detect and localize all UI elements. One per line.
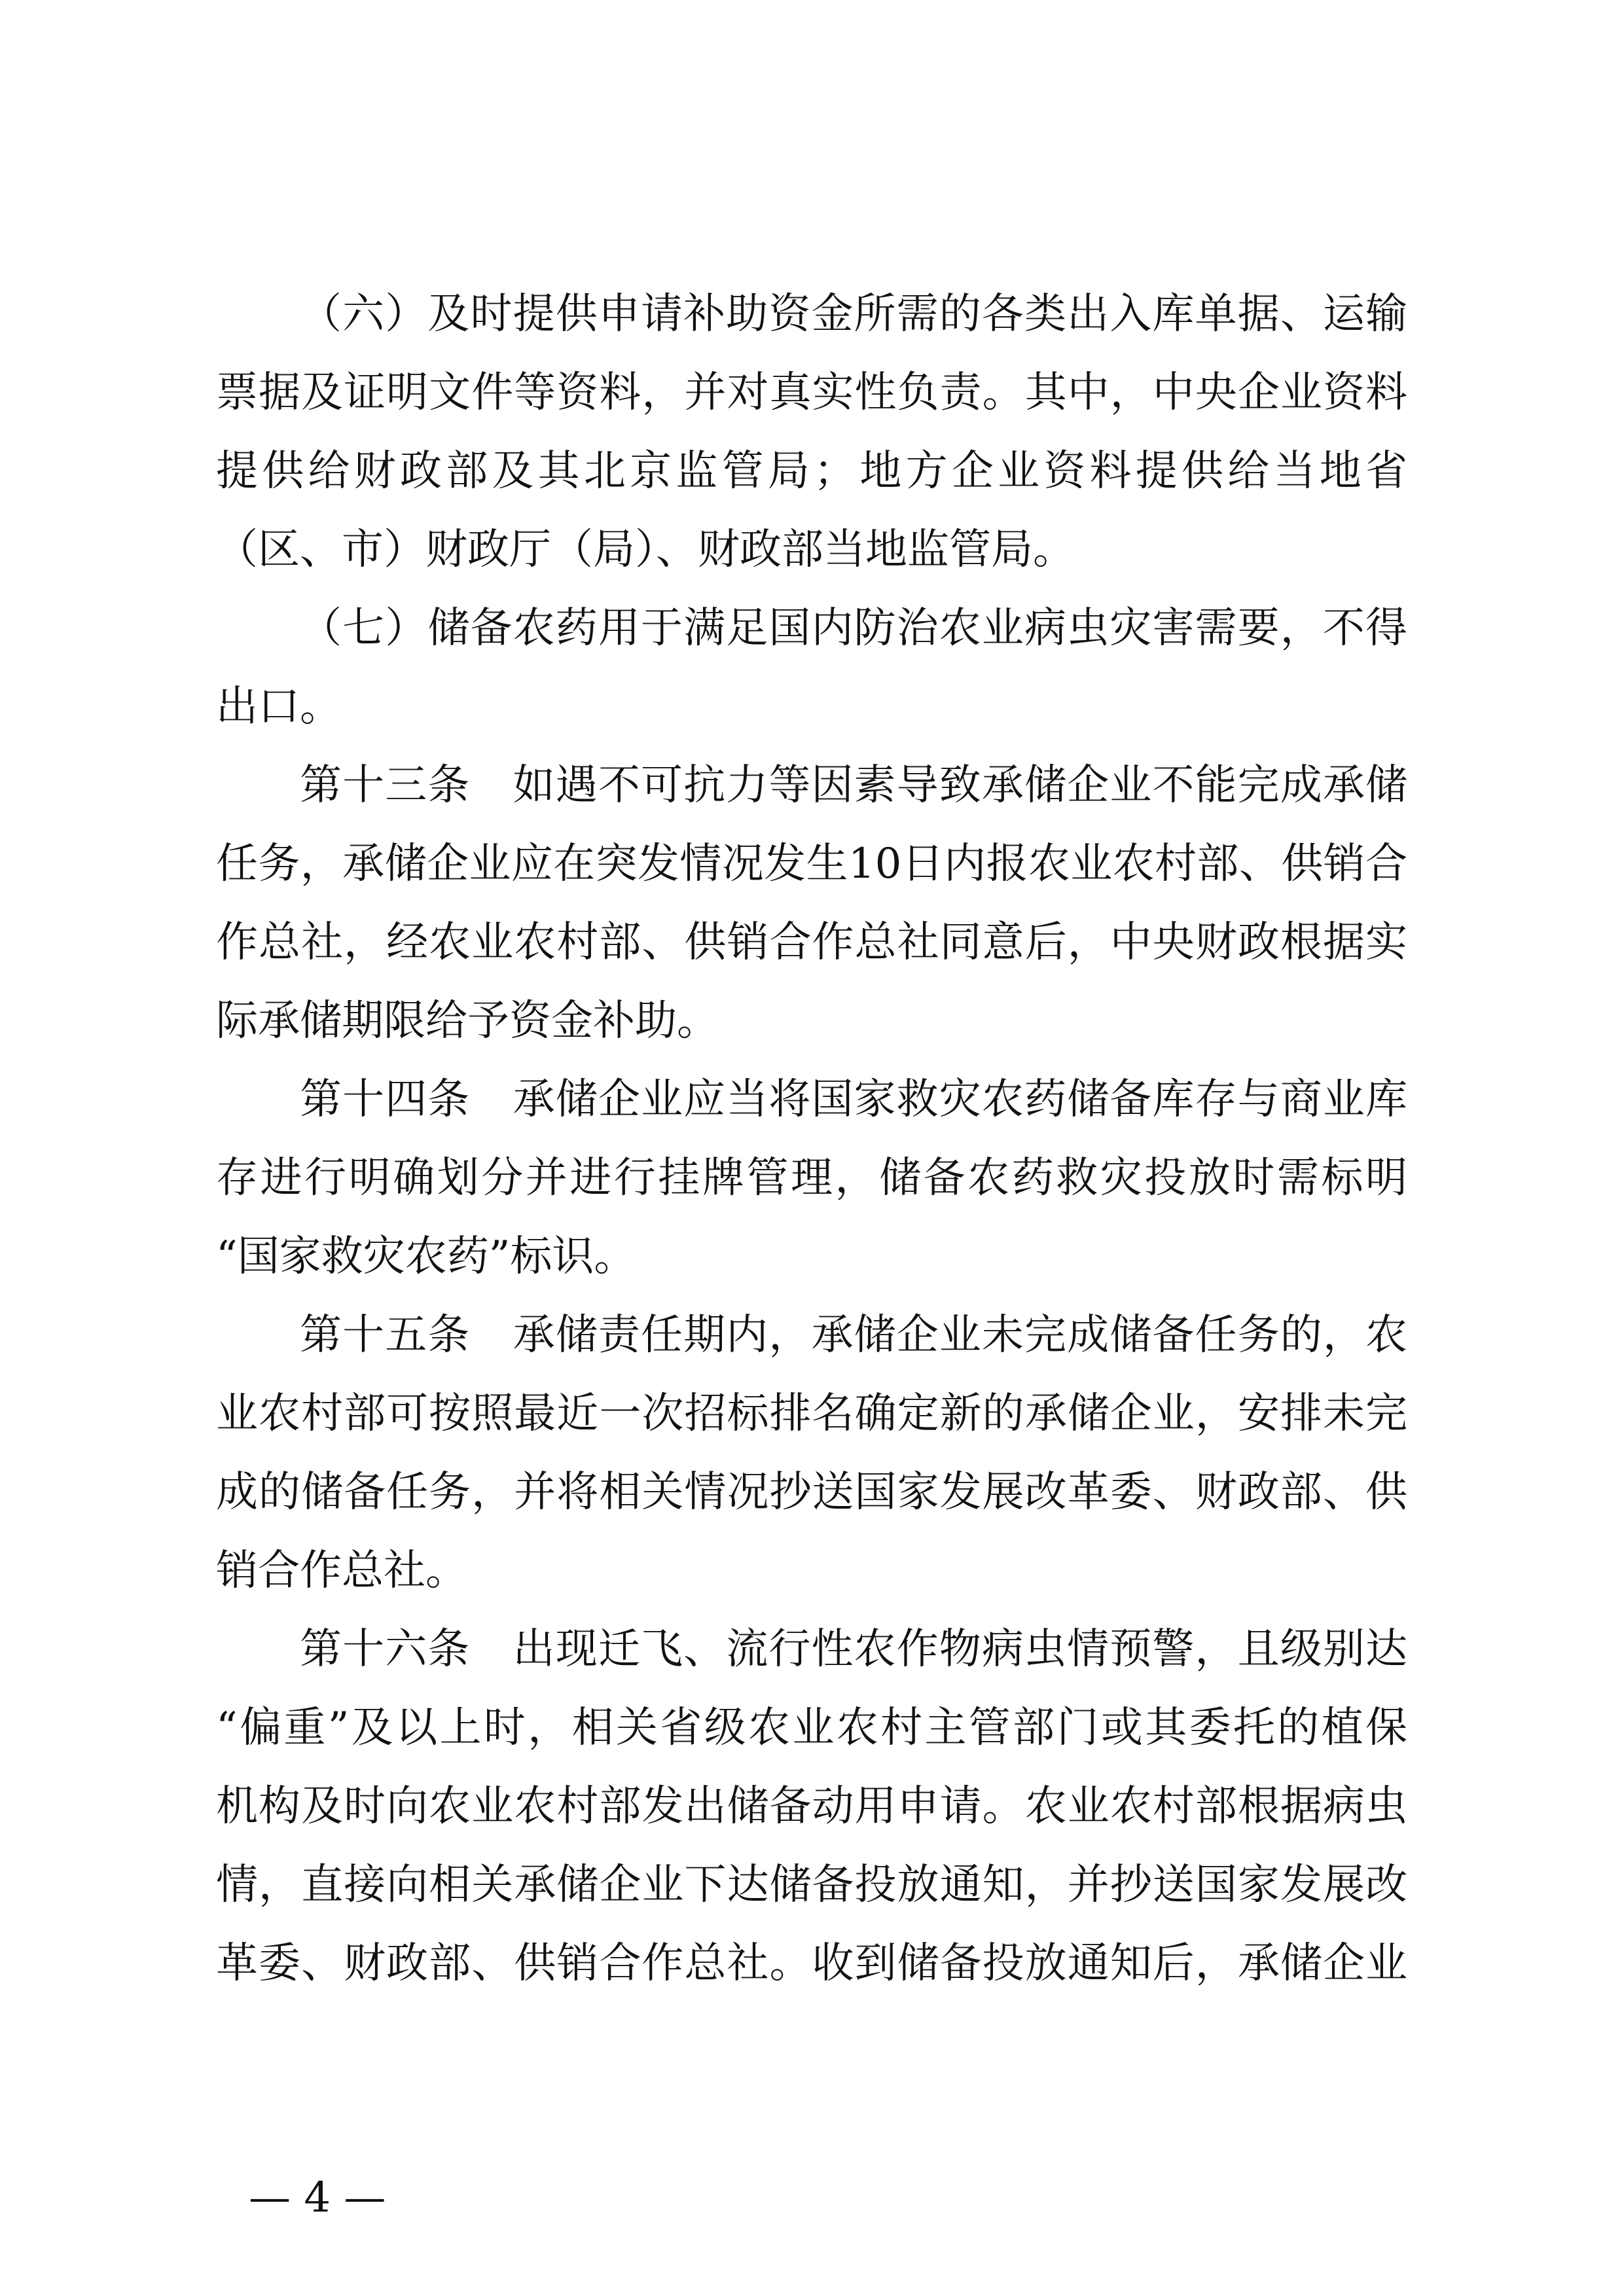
text-line: 情，直接向相关承储企业下达储备投放通知，并抄送国家发展改 (216, 1861, 1407, 1909)
page-number: — 4 — (249, 2174, 386, 2222)
text-line: 第十五条 承储责任期内，承储企业未完成储备任务的，农 (300, 1311, 1407, 1359)
text-line: 第十六条 出现迁飞、流行性农作物病虫情预警，且级别达 (300, 1625, 1407, 1674)
text-line: 成的储备任务，并将相关情况抄送国家发展改革委、财政部、供 (216, 1468, 1407, 1516)
text-line: 出口。 (216, 683, 342, 731)
text-line: “国家救灾农药”标识。 (216, 1232, 636, 1281)
text-line: （区、市）财政厅（局）、财政部当地监管局。 (216, 526, 1075, 574)
text-line: （六）及时提供申请补助资金所需的各类出入库单据、运输 (300, 290, 1407, 338)
text-line: 业农村部可按照最近一次招标排名确定新的承储企业，安排未完 (216, 1390, 1407, 1438)
text-line: （七）储备农药用于满足国内防治农业病虫灾害需要，不得 (300, 604, 1407, 653)
text-line: 际承储期限给予资金补助。 (216, 997, 719, 1045)
text-line: 提供给财政部及其北京监管局；地方企业资料提供给当地省 (216, 447, 1407, 495)
text-line: “偏重”及以上时，相关省级农业农村主管部门或其委托的植保 (216, 1704, 1407, 1752)
text-line: 第十四条 承储企业应当将国家救灾农药储备库存与商业库 (300, 1075, 1407, 1124)
text-line: 销合作总社。 (216, 1547, 467, 1595)
text-line: 任务，承储企业应在突发情况发生10日内报农业农村部、供销合 (216, 840, 1407, 888)
text-line: 作总社，经农业农村部、供销合作总社同意后，中央财政根据实 (216, 918, 1407, 967)
text-line: 票据及证明文件等资料，并对真实性负责。其中，中央企业资料 (216, 368, 1407, 417)
text-line: 革委、财政部、供销合作总社。收到储备投放通知后，承储企业 (216, 1939, 1407, 1988)
text-line: 存进行明确划分并进行挂牌管理，储备农药救灾投放时需标明 (216, 1154, 1407, 1202)
text-line: 机构及时向农业农村部发出储备动用申请。农业农村部根据病虫 (216, 1782, 1407, 1831)
text-line: 第十三条 如遇不可抗力等因素导致承储企业不能完成承储 (300, 761, 1407, 810)
